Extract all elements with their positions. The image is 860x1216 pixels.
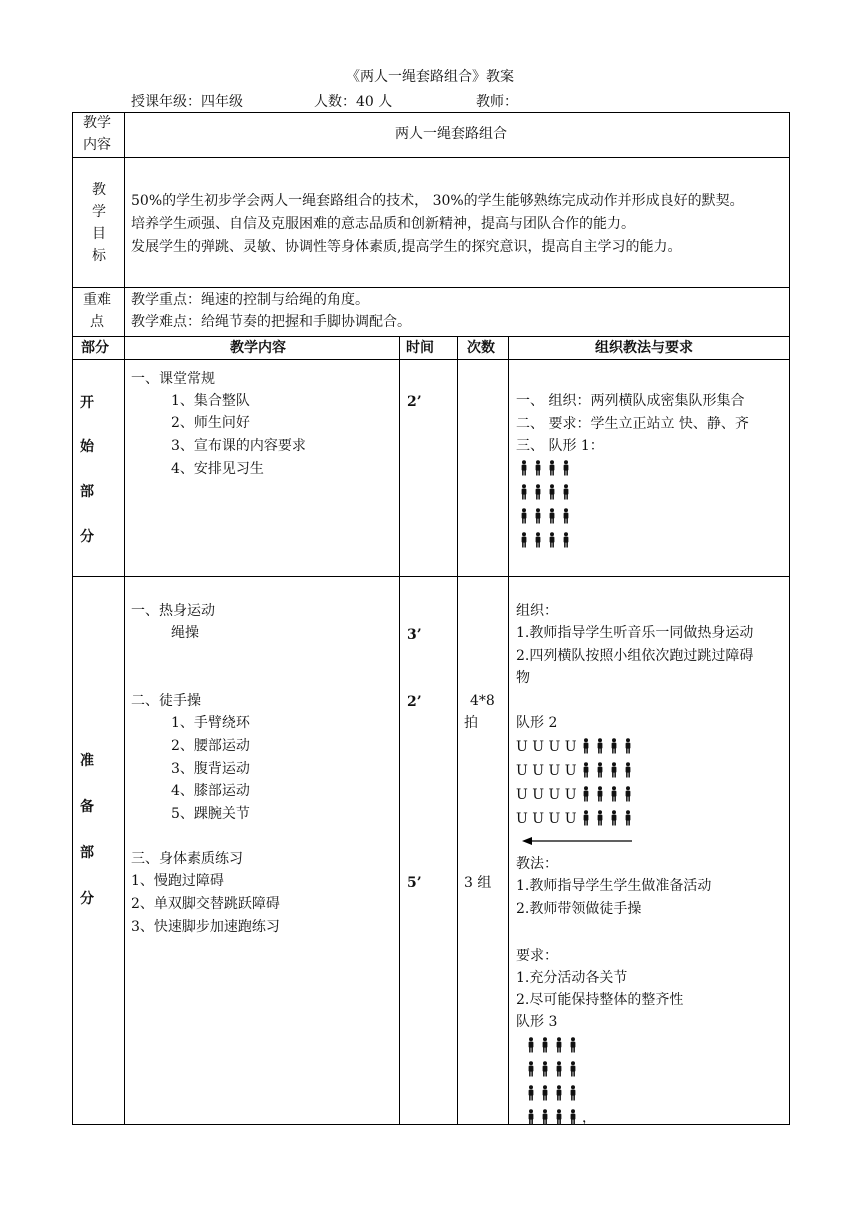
prep-label-4: 分 — [80, 891, 94, 907]
person-icon — [554, 1061, 564, 1077]
person-icon — [526, 1109, 536, 1125]
require-line: 2.尽可能保持整体的整齐性 — [516, 992, 684, 1008]
formation-row — [526, 1061, 582, 1078]
start-label-3: 部 — [80, 484, 94, 500]
phys-item: 1、慢跑过障碍 — [131, 873, 224, 889]
person-icon — [609, 762, 619, 778]
start-label-1: 开 — [80, 395, 94, 411]
key-label-1: 重难 — [83, 292, 111, 308]
prep-label-1: 准 — [80, 753, 94, 769]
goals-label-4: 标 — [92, 248, 106, 264]
prep-org-line: 2.四列横队按照小组依次跑过跳过障碍 — [516, 648, 754, 664]
formation-row — [519, 484, 575, 501]
goals-label-2: 学 — [92, 204, 106, 220]
method-line: 教法： — [516, 856, 558, 872]
start-content-item: 1、集合整队 — [171, 393, 250, 409]
warmup-time: 3’ — [407, 627, 422, 643]
rope-marker: U U U U — [516, 763, 581, 779]
start-content-item: 3、宣布课的内容要求 — [171, 438, 306, 454]
person-icon — [623, 786, 633, 802]
formation-row — [526, 1085, 582, 1102]
formation-row — [526, 1109, 596, 1126]
require-line: 要求： — [516, 948, 558, 964]
prep-org-line: 1.教师指导学生听音乐一同做热身运动 — [516, 625, 754, 641]
person-icon — [595, 810, 605, 826]
person-icon — [554, 1037, 564, 1053]
free-time: 2’ — [407, 694, 422, 710]
person-icon — [609, 738, 619, 754]
person-icon — [609, 810, 619, 826]
person-icon — [533, 532, 543, 548]
start-content-item: 4、安排见习生 — [171, 461, 264, 477]
person-icon — [526, 1037, 536, 1053]
col-org: 组织教法与要求 — [595, 340, 693, 356]
method-line: 1.教师指导学生学生做准备活动 — [516, 878, 712, 894]
person-icon — [554, 1085, 564, 1101]
person-icon — [561, 532, 571, 548]
person-icon — [547, 532, 557, 548]
person-icon — [540, 1109, 550, 1125]
grade-label: 授课年级：四年级 — [131, 94, 243, 110]
content-label-1: 教学 — [83, 115, 111, 131]
person-icon — [595, 762, 605, 778]
phys-time: 5’ — [407, 875, 422, 891]
person-icon — [609, 786, 619, 802]
person-icon — [540, 1037, 550, 1053]
person-icon — [547, 484, 557, 500]
doc-title: 《两人一绳套路组合》教案 — [346, 69, 514, 85]
start-time: 2’ — [407, 394, 422, 410]
person-icon — [623, 738, 633, 754]
goals-label-3: 目 — [92, 226, 106, 242]
method-line: 2.教师带领做徒手操 — [516, 901, 642, 917]
start-org-line: 三、 队形 1： — [516, 438, 604, 454]
person-icon — [540, 1061, 550, 1077]
goal-line-2: 培养学生顽强、自信及克服困难的意志品质和创新精神，提高与团队合作的能力。 — [131, 216, 635, 232]
formation-row — [519, 508, 575, 525]
phys-title: 三、身体素质练习 — [131, 851, 243, 867]
formation-row — [516, 738, 637, 755]
person-icon — [547, 460, 557, 476]
person-icon — [568, 1037, 578, 1053]
phys-item: 3、快速脚步加速跑练习 — [131, 919, 280, 935]
person-icon — [554, 1109, 564, 1125]
person-icon — [623, 762, 633, 778]
free-count-2: 拍 — [464, 715, 478, 731]
col-count: 次数 — [467, 340, 495, 356]
formation-3-label: 队形 3 — [516, 1014, 558, 1030]
start-content-title: 一、课堂常规 — [131, 371, 215, 387]
person-icon — [519, 532, 529, 548]
person-icon — [526, 1085, 536, 1101]
person-icon — [540, 1085, 550, 1101]
free-item: 2、腰部运动 — [171, 738, 250, 754]
formation-row — [519, 460, 575, 477]
start-content-item: 2、师生问好 — [171, 415, 250, 431]
person-icon — [519, 460, 529, 476]
free-item: 4、膝部运动 — [171, 783, 250, 799]
warmup-item: 绳操 — [171, 625, 199, 641]
prep-label-2: 备 — [80, 799, 94, 815]
col-time: 时间 — [406, 340, 434, 356]
content-label-2: 内容 — [83, 137, 111, 153]
free-item: 1、手臂绕环 — [171, 715, 250, 731]
rope-marker: U U U U — [516, 739, 581, 755]
formation-row — [526, 1037, 582, 1054]
start-org-line: 一、 组织：两列横队成密集队形集合 — [516, 393, 745, 409]
person-icon — [519, 484, 529, 500]
key-label-2: 点 — [90, 314, 104, 330]
rope-marker: U U U U — [516, 787, 581, 803]
person-icon — [581, 786, 591, 802]
formation-row — [516, 762, 637, 779]
content-value: 两人一绳套路组合 — [395, 126, 507, 142]
formation-2-label: 队形 2 — [516, 715, 558, 731]
require-line: 1.充分活动各关节 — [516, 970, 628, 986]
prep-org-line: 组织： — [516, 603, 558, 619]
person-icon — [526, 1061, 536, 1077]
phys-count: 3 组 — [464, 875, 492, 891]
person-icon — [533, 460, 543, 476]
start-label-4: 分 — [80, 529, 94, 545]
free-title: 二、徒手操 — [131, 693, 201, 709]
person-icon — [623, 810, 633, 826]
trailing-comma: ， — [582, 1110, 596, 1126]
formation-row — [519, 532, 575, 549]
col-part: 部分 — [81, 340, 109, 356]
free-item: 3、腹背运动 — [171, 761, 250, 777]
person-icon — [561, 508, 571, 524]
formation-row — [516, 786, 637, 803]
prep-org-line: 物 — [516, 670, 530, 686]
col-content: 教学内容 — [230, 340, 286, 356]
person-icon — [595, 786, 605, 802]
person-icon — [533, 508, 543, 524]
free-count-1: 4*8 — [470, 693, 495, 709]
start-org-line: 二、 要求：学生立正站立 快、静、齐 — [516, 416, 749, 432]
goal-line-1: 50%的学生初步学会两人一绳套路组合的技术， 30%的学生能够熟练完成动作并形成良好的默契。 — [131, 193, 744, 209]
phys-item: 2、单双脚交替跳跃障碍 — [131, 896, 280, 912]
person-icon — [547, 508, 557, 524]
person-icon — [581, 762, 591, 778]
prep-label-3: 部 — [80, 845, 94, 861]
person-icon — [581, 810, 591, 826]
rope-marker: U U U U — [516, 811, 581, 827]
free-item: 5、踝腕关节 — [171, 806, 250, 822]
person-icon — [561, 460, 571, 476]
goals-label-1: 教 — [92, 182, 106, 198]
person-icon — [568, 1085, 578, 1101]
person-icon — [519, 508, 529, 524]
goal-line-3: 发展学生的弹跳、灵敏、协调性等身体素质,提高学生的探究意识，提高自主学习的能力。 — [131, 239, 682, 255]
person-icon — [595, 738, 605, 754]
key-point-line: 教学重点：绳速的控制与给绳的角度。 — [131, 292, 369, 308]
start-label-2: 始 — [80, 439, 94, 455]
person-icon — [561, 484, 571, 500]
left-arrow-icon — [522, 835, 634, 847]
teacher-label: 教师： — [476, 94, 518, 110]
person-icon — [581, 738, 591, 754]
person-icon — [533, 484, 543, 500]
formation-row — [516, 810, 637, 827]
difficulty-line: 教学难点：给绳节奏的把握和手脚协调配合。 — [131, 314, 411, 330]
person-icon — [568, 1109, 578, 1125]
person-icon — [568, 1061, 578, 1077]
count-label: 人数：40 人 — [314, 94, 393, 110]
warmup-title: 一、热身运动 — [131, 603, 215, 619]
